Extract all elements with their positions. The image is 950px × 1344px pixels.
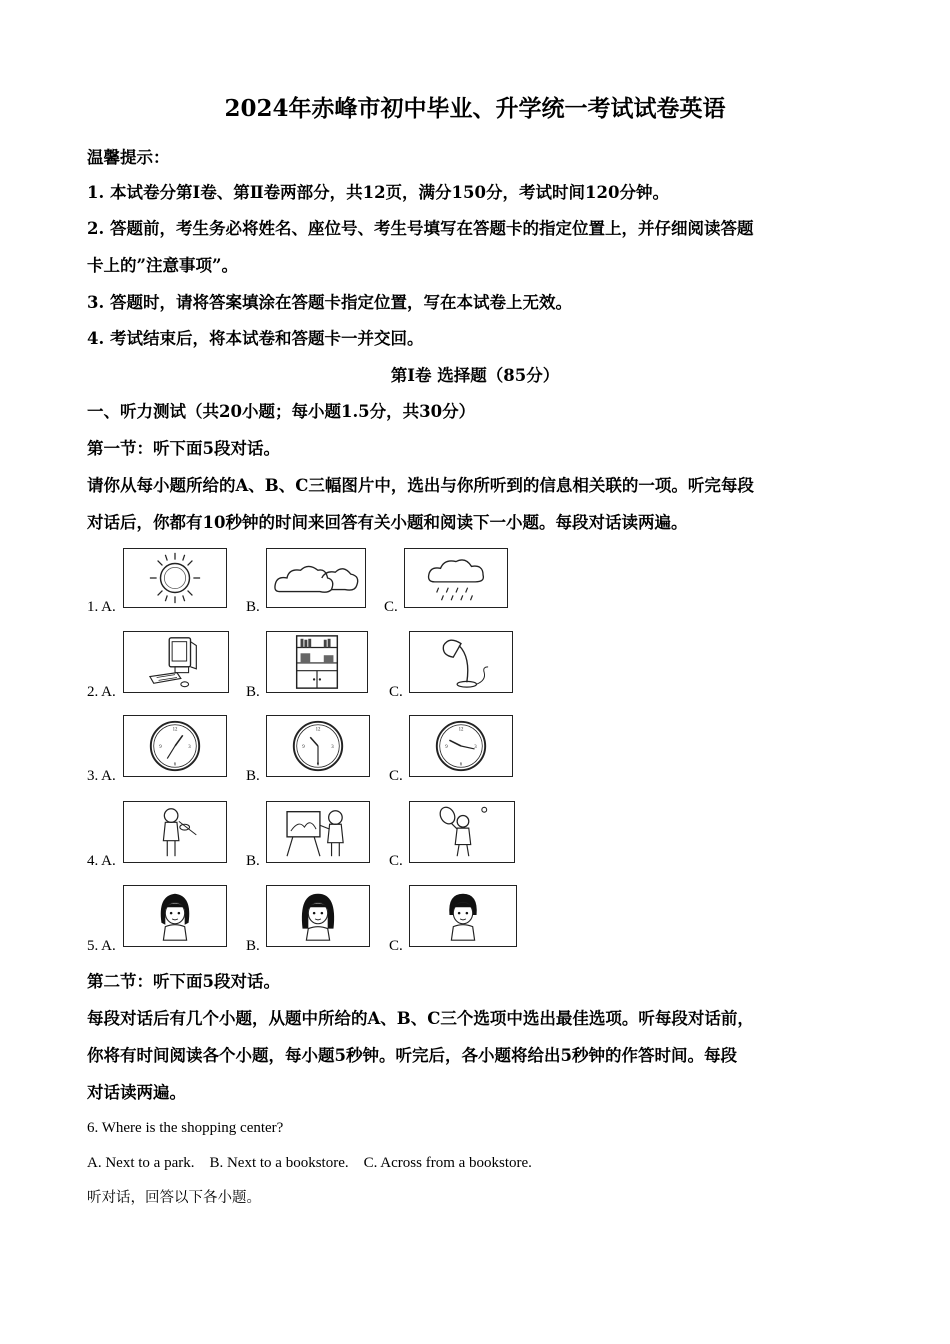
q4-option-c-picture[interactable] — [409, 801, 515, 863]
q4-option-b-label: B. — [246, 853, 260, 869]
svg-text:3: 3 — [331, 744, 334, 750]
tips-heading: 温馨提示： — [87, 148, 170, 167]
q2-option-c-picture[interactable] — [409, 631, 513, 693]
q3-option-c-label: C. — [389, 768, 403, 784]
svg-text:6: 6 — [173, 762, 177, 768]
q2-option-b-label: B. — [246, 684, 260, 700]
sun-icon — [124, 549, 226, 607]
q4-option-a-picture[interactable] — [123, 801, 227, 863]
svg-text:12: 12 — [315, 727, 321, 733]
q1-option-a-picture[interactable] — [123, 548, 227, 608]
svg-text:9: 9 — [302, 744, 305, 750]
svg-text:6: 6 — [459, 762, 463, 768]
page-title: 2024年赤峰市初中毕业、升学统一考试试卷英语 — [224, 95, 726, 122]
painter-icon — [267, 802, 369, 862]
tip-4: 4. 考试结束后，将本试卷和答题卡一并交回。 — [87, 329, 424, 348]
q3-option-b-picture[interactable] — [266, 715, 370, 777]
computer-icon — [124, 632, 228, 692]
clouds-icon — [267, 549, 365, 607]
svg-text:3: 3 — [474, 744, 477, 750]
q3-option-b-label: B. — [246, 768, 260, 784]
q2-option-c-label: C. — [389, 684, 403, 700]
part-1-title: 一、听力测试（共20小题；每小题1.5分，共30分） — [87, 402, 476, 421]
desk-lamp-icon — [410, 632, 512, 692]
svg-text:3: 3 — [188, 744, 191, 750]
q5-option-c-label: C. — [389, 938, 403, 954]
q1-option-c-picture[interactable] — [404, 548, 508, 608]
tip-1: 1. 本试卷分第Ⅰ卷、第Ⅱ卷两部分，共12页，满分150分，考试时间120分钟。 — [87, 183, 669, 202]
q2-option-a-label: 2. A. — [87, 684, 116, 700]
q5-option-b-picture[interactable] — [266, 885, 370, 947]
q1-option-b-picture[interactable] — [266, 548, 366, 608]
tip-2-continued: 卡上的”注意事项”。 — [87, 256, 238, 275]
sec-2-instruction-2: 你将有时间阅读各个小题，每小题5秒钟。听完后，各小题将给出5秒钟的作答时间。每段 — [87, 1046, 737, 1065]
sec-1-instruction-1: 请你从每小题所给的A、B、C三幅图片中，选出与你所听到的信息相关联的一项。听完每段 — [87, 476, 754, 495]
long-hair-girl-icon — [124, 886, 226, 946]
sec-2-instruction-1: 每段对话后有几个小题，从题中所给的A、B、C三个选项中选出最佳选项。听每段对话前， — [87, 1009, 754, 1028]
q4-option-a-label: 4. A. — [87, 853, 116, 869]
q4-option-c-label: C. — [389, 853, 403, 869]
tip-2: 2. 答题前，考生务必将姓名、座位号、考生号填写在答题卡的指定位置上，并仔细阅读答题 — [87, 219, 754, 238]
q2-option-b-picture[interactable] — [266, 631, 368, 693]
question-6: 6. Where is the shopping center? — [87, 1120, 284, 1136]
clock-icon — [410, 716, 512, 776]
svg-text:9: 9 — [445, 744, 448, 750]
section-1-title: 第Ⅰ卷 选择题（85分） — [390, 366, 560, 385]
q5-option-b-label: B. — [246, 938, 260, 954]
question-6-options: A. Next to a park. B. Next to a bookstore. C. Across from a bookstore. — [87, 1155, 532, 1171]
clock-icon — [124, 716, 226, 776]
sec-1-title: 第一节：听下面5段对话。 — [87, 439, 280, 458]
q1-option-c-label: C. — [384, 599, 398, 615]
svg-text:6: 6 — [316, 762, 320, 768]
tennis-player-icon — [410, 802, 514, 862]
tip-3: 3. 答题时，请将答案填涂在答题卡指定位置，写在本试卷上无效。 — [87, 293, 572, 312]
svg-text:9: 9 — [159, 744, 162, 750]
short-hair-girl-icon — [410, 886, 516, 946]
svg-text:12: 12 — [172, 727, 178, 733]
q5-option-a-picture[interactable] — [123, 885, 227, 947]
sec-2-instruction-3: 对话读两遍。 — [87, 1083, 186, 1102]
sec-1-instruction-2: 对话后，你都有10秒钟的时间来回答有关小题和阅读下一小题。每段对话读两遍。 — [87, 513, 688, 532]
q3-option-a-picture[interactable] — [123, 715, 227, 777]
bookcase-icon — [267, 632, 367, 692]
clock-icon — [267, 716, 369, 776]
q2-option-a-picture[interactable] — [123, 631, 229, 693]
q1-option-b-label: B. — [246, 599, 260, 615]
q5-option-a-label: 5. A. — [87, 938, 116, 954]
q1-option-a-label: 1. A. — [87, 599, 116, 615]
sec-2-title: 第二节：听下面5段对话。 — [87, 972, 280, 991]
rain-cloud-icon — [405, 549, 507, 607]
long-hair-girl-icon — [267, 886, 369, 946]
q3-option-c-picture[interactable] — [409, 715, 513, 777]
listening-note: 听对话，回答以下各小题。 — [87, 1190, 261, 1206]
violin-player-icon — [124, 802, 226, 862]
svg-text:12: 12 — [458, 727, 464, 733]
q5-option-c-picture[interactable] — [409, 885, 517, 947]
q3-option-a-label: 3. A. — [87, 768, 116, 784]
q4-option-b-picture[interactable] — [266, 801, 370, 863]
